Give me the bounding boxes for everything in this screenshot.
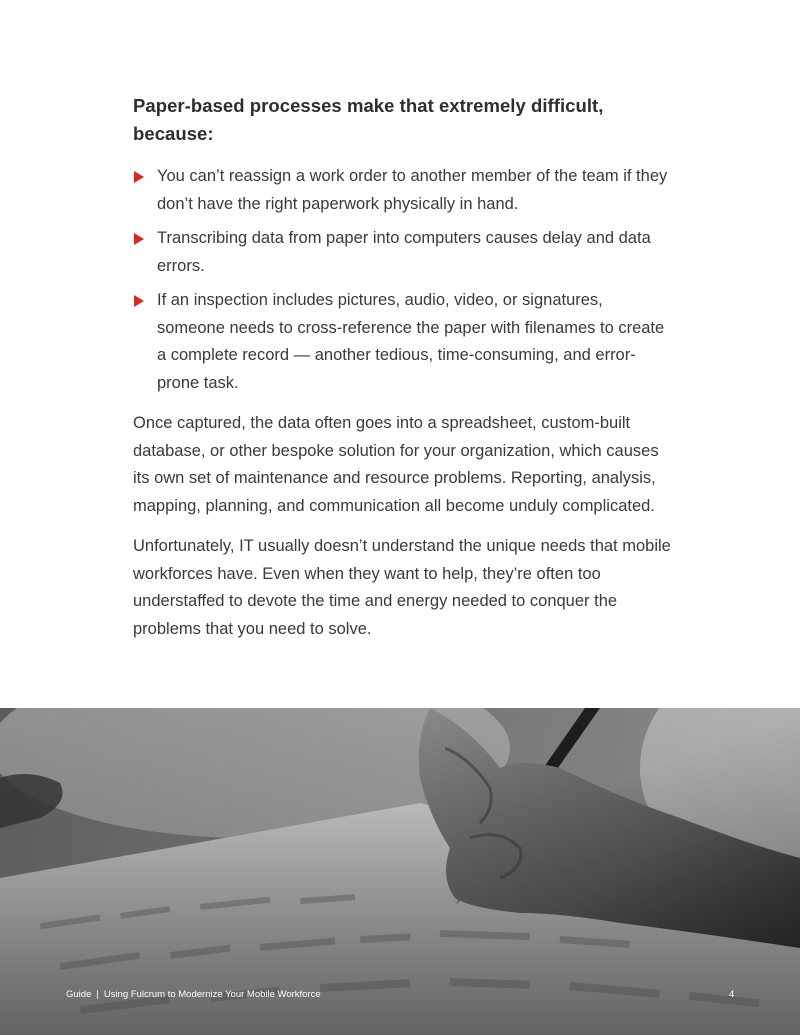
bullet-text: If an inspection includes pictures, audio, video, or signatures, someone needs to cross-reference the paper with filenames to create a complete record — another tedious, time-consuming, and error-prone task.	[157, 291, 665, 392]
footer-separator: |	[96, 989, 99, 1000]
list-item	[133, 163, 673, 218]
body-paragraph: Once captured, the data often goes into a spreadsheet, custom-built database, or other bespoke solution for your organization, which causes its own set of maintenance and resource problems. Reporting, analysis, mapping, planning, and communication all become unduly complicated.	[133, 414, 659, 515]
section-heading: Paper-based processes make that extremely difficult, because:	[133, 95, 604, 144]
main-content	[133, 92, 673, 643]
bullet-text: Transcribing data from paper into computers causes delay and data errors.	[157, 229, 651, 275]
bullet-list	[133, 163, 673, 397]
list-item	[133, 225, 673, 280]
body-paragraph: Unfortunately, IT usually doesn’t understand the unique needs that mobile workforces have. Even when they want to help, they’re often too understaffed to devote the time and energy needed to conquer the problems that you need to solve.	[133, 537, 671, 638]
triangle-right-icon	[134, 233, 144, 245]
triangle-right-icon	[134, 171, 144, 183]
list-item	[133, 287, 673, 397]
bullet-text: You can’t reassign a work order to another member of the team if they don’t have the right paperwork physically in hand.	[157, 167, 668, 213]
page-number: 4	[729, 989, 735, 1000]
footer-doc-type: Guide	[66, 989, 92, 1000]
page-footer	[0, 989, 800, 1005]
footer-doc-title: Using Fulcrum to Modernize Your Mobile Workforce	[103, 989, 321, 1000]
footer-title	[66, 989, 321, 1000]
triangle-right-icon	[134, 295, 144, 307]
hand-writing-on-paper-photo	[0, 708, 800, 1035]
